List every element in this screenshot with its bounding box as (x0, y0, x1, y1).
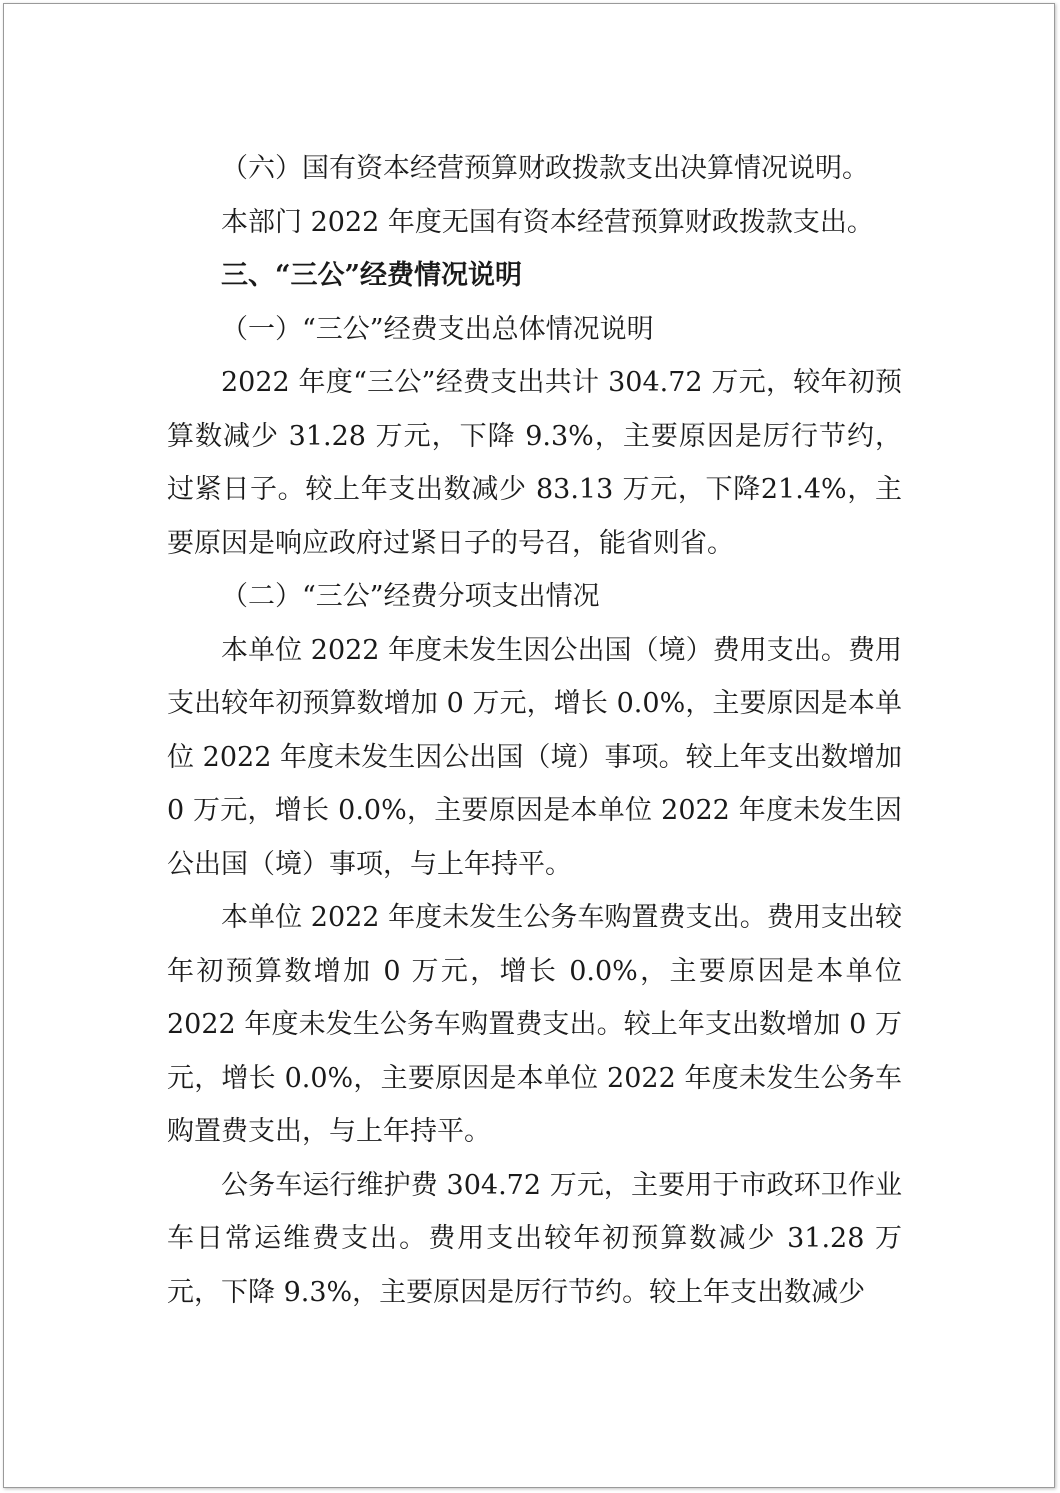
section-heading-three-public: 三、“三公”经费情况说明 (221, 260, 523, 291)
document-page (3, 3, 1055, 1488)
subheading-overall: （一）“三公”经费支出总体情况说明 (221, 313, 654, 345)
paragraph-no-state-capital-expenditure: 本部门 2022 年度无国有资本经营预算财政拨款支出。 (221, 206, 874, 238)
paragraph-vehicle-maintenance: 公务车运行维护费 304.72 万元，主要用于市政环卫作业车日常运维费支出。费用支出较年初预算数减少 31.28 万元，下降 9.3%，主要原因是厉行节约。较上年支出数减少 (167, 1169, 902, 1308)
document-body (167, 142, 902, 1319)
heading-state-capital-budget: （六）国有资本经营预算财政拨款支出决算情况说明。 (221, 153, 869, 184)
subheading-itemized: （二）“三公”经费分项支出情况 (221, 581, 600, 612)
paragraph-overall-expenditure: 2022 年度“三公”经费支出共计 304.72 万元，较年初预算数减少 31.28 万元，下降 9.3%，主要原因是厉行节约，过紧日子。较上年支出数减少 83.13 万元，下降21.4%，主要原因是响应政府过紧日子的号召，能省则省。 (167, 367, 902, 559)
paragraph-vehicle-purchase: 本单位 2022 年度未发生公务车购置费支出。费用支出较年初预算数增加 0 万元，增长 0.0%，主要原因是本单位 2022 年度未发生公务车购置费支出。较上年支出数增加 0 万元，增长 0.0%，主要原因是本单位 2022 年度未发生公务车购置费支出，与上年持平。 (167, 902, 902, 1147)
paragraph-overseas-travel: 本单位 2022 年度未发生因公出国（境）费用支出。费用支出较年初预算数增加 0 万元，增长 0.0%，主要原因是本单位 2022 年度未发生因公出国（境）事项。较上年支出数增加 0 万元，增长 0.0%，主要原因是本单位 2022 年度未发生因公出国（境）事项，与上年持平。 (167, 634, 902, 880)
